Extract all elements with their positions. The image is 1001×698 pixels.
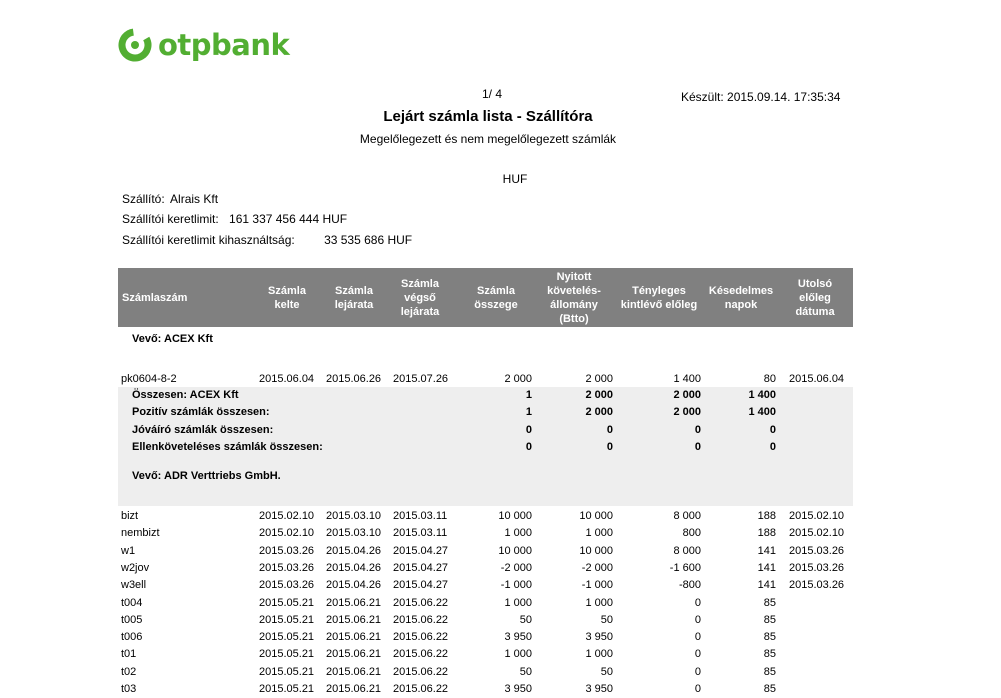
summary-open: 0 — [694, 441, 701, 453]
cell-due-date: 2015.03.10 — [326, 510, 382, 522]
cell-invoice-number: t01 — [121, 648, 137, 660]
cell-open-receivable: 3 950 — [585, 683, 613, 695]
cell-last-advance-date: 2015.06.04 — [789, 373, 845, 385]
supplier-usage-label: Szállítói keretlimit kihasználtság: — [122, 233, 295, 247]
cell-amount: 10 000 — [498, 545, 532, 557]
cell-open-receivable: 1 000 — [585, 527, 613, 539]
summary-count: 0 — [525, 441, 532, 453]
summary-amount: 0 — [606, 441, 613, 453]
cell-invoice-date: 2015.05.21 — [259, 631, 315, 643]
supplier-usage-line — [122, 233, 412, 247]
table-row — [118, 371, 853, 388]
cell-overdue-days: 85 — [763, 648, 776, 660]
cell-open-receivable: 3 950 — [585, 631, 613, 643]
cell-due-date: 2015.06.21 — [326, 614, 382, 626]
cell-amount: 1 000 — [504, 597, 532, 609]
cell-invoice-number: bizt — [121, 510, 139, 522]
cell-open-receivable: -1 000 — [581, 579, 613, 591]
cell-invoice-date: 2015.05.21 — [259, 648, 315, 660]
cell-open-receivable: 10 000 — [579, 545, 613, 557]
cell-final-due-date: 2015.04.27 — [393, 562, 449, 574]
cell-overdue-days: 85 — [763, 666, 776, 678]
summary-row — [118, 422, 853, 439]
cell-amount: 50 — [519, 614, 532, 626]
cell-amount: 2 000 — [504, 373, 532, 385]
summary-amount: 2 000 — [585, 389, 613, 401]
cell-final-due-date: 2015.03.11 — [393, 527, 448, 539]
cell-advance: 0 — [694, 631, 701, 643]
cell-due-date: 2015.06.21 — [326, 666, 382, 678]
table-row — [118, 577, 853, 594]
cell-amount: 10 000 — [498, 510, 532, 522]
table-header — [118, 268, 853, 327]
report-title: Lejárt számla lista - Szállítóra — [383, 108, 593, 125]
cell-final-due-date: 2015.04.27 — [393, 579, 449, 591]
cell-advance: 8 000 — [673, 510, 701, 522]
summary-count: 1 — [525, 389, 532, 401]
cell-invoice-date: 2015.03.26 — [259, 545, 315, 557]
cell-invoice-number: w3ell — [121, 579, 147, 591]
cell-amount: -2 000 — [500, 562, 532, 574]
cell-advance: 1 400 — [673, 373, 701, 385]
cell-last-advance-date: 2015.03.26 — [789, 545, 845, 557]
summary-advance: 1 400 — [748, 406, 776, 418]
cell-advance: 0 — [694, 666, 701, 678]
supplier-line — [122, 192, 218, 206]
cell-final-due-date: 2015.03.11 — [393, 510, 448, 522]
cell-open-receivable: 1 000 — [585, 597, 613, 609]
cell-invoice-date: 2015.02.10 — [259, 527, 315, 539]
table-row — [118, 595, 853, 612]
cell-final-due-date: 2015.06.22 — [393, 631, 449, 643]
buyer-group-header — [118, 466, 853, 506]
cell-invoice-number: t02 — [121, 666, 137, 678]
cell-invoice-date: 2015.05.21 — [259, 614, 315, 626]
cell-due-date: 2015.06.21 — [326, 597, 382, 609]
summary-label: Ellenköveteléses számlák összesen: — [132, 441, 323, 453]
cell-final-due-date: 2015.07.26 — [393, 373, 449, 385]
summary-label: Jóváíró számlák összesen: — [132, 424, 274, 436]
supplier-limit-value: 161 337 456 444 HUF — [229, 212, 348, 226]
col-header-last-advance-date: Utolsó előleg dátuma — [795, 277, 835, 318]
table-row — [118, 629, 853, 646]
cell-overdue-days: 141 — [757, 562, 776, 574]
cell-due-date: 2015.06.21 — [326, 683, 382, 695]
col-header-open-receivable: Nyitott követelés-állomány (Btto) — [547, 270, 601, 325]
table-row — [118, 543, 853, 560]
cell-invoice-date: 2015.02.10 — [259, 510, 315, 522]
col-header-final-due-date: Számla végső lejárata — [400, 277, 440, 318]
cell-last-advance-date: 2015.02.10 — [789, 510, 845, 522]
cell-invoice-number: w2jov — [121, 562, 150, 574]
summary-open: 2 000 — [673, 389, 701, 401]
cell-final-due-date: 2015.06.22 — [393, 683, 449, 695]
supplier-label: Szállító: — [122, 192, 165, 206]
summary-row — [118, 439, 853, 456]
cell-invoice-date: 2015.03.26 — [259, 562, 315, 574]
cell-invoice-number: t03 — [121, 683, 137, 695]
summary-label: Pozitív számlák összesen: — [132, 406, 270, 418]
cell-invoice-number: nembizt — [121, 527, 160, 539]
table-row — [118, 681, 853, 698]
cell-final-due-date: 2015.06.22 — [393, 648, 449, 660]
cell-open-receivable: 10 000 — [579, 510, 613, 522]
page-number: 1/ 4 — [481, 87, 502, 101]
cell-advance: 8 000 — [673, 545, 701, 557]
cell-advance: 0 — [694, 614, 701, 626]
created-timestamp: Készült: 2015.09.14. 17:35:34 — [681, 90, 841, 104]
col-header-invoice-date: Számla kelte — [268, 284, 306, 311]
summary-label: Összesen: ACEX Kft — [132, 389, 239, 401]
summary-open: 0 — [694, 424, 701, 436]
cell-open-receivable: 1 000 — [585, 648, 613, 660]
cell-open-receivable: 50 — [600, 614, 613, 626]
cell-overdue-days: 141 — [757, 579, 776, 591]
cell-last-advance-date: 2015.03.26 — [789, 562, 845, 574]
cell-invoice-date: 2015.03.26 — [259, 579, 315, 591]
otp-logo-icon — [118, 28, 152, 62]
table-row — [118, 525, 853, 542]
summary-row — [118, 387, 853, 404]
brand-name: otpbank — [158, 28, 290, 62]
cell-overdue-days: 85 — [763, 597, 776, 609]
cell-open-receivable: 2 000 — [585, 373, 613, 385]
cell-amount: 1 000 — [504, 648, 532, 660]
buyer-name: Vevő: ADR Verttriebs GmbH. — [132, 470, 281, 482]
summary-amount: 0 — [606, 424, 613, 436]
col-header-invoice-number: Számlaszám — [122, 291, 188, 304]
cell-invoice-date: 2015.05.21 — [259, 683, 315, 695]
summary-advance: 0 — [769, 441, 776, 453]
cell-open-receivable: 50 — [600, 666, 613, 678]
cell-last-advance-date: 2015.02.10 — [789, 527, 845, 539]
currency: HUF — [502, 172, 528, 186]
summary-advance: 0 — [769, 424, 776, 436]
supplier-limit-line — [122, 212, 347, 226]
cell-invoice-date: 2015.05.21 — [259, 666, 315, 678]
cell-advance: 0 — [694, 597, 701, 609]
cell-amount: 1 000 — [504, 527, 532, 539]
cell-due-date: 2015.06.21 — [326, 631, 382, 643]
table-row — [118, 560, 853, 577]
cell-amount: 3 950 — [504, 683, 532, 695]
table-row — [118, 508, 853, 525]
cell-advance: -1 600 — [669, 562, 701, 574]
otpbank-logo — [118, 25, 289, 65]
cell-overdue-days: 85 — [763, 631, 776, 643]
summary-advance: 1 400 — [748, 389, 776, 401]
cell-final-due-date: 2015.06.22 — [393, 614, 449, 626]
summary-block — [118, 387, 853, 466]
buyer-name: Vevő: ACEX Kft — [132, 333, 213, 345]
cell-invoice-date: 2015.06.04 — [259, 373, 315, 385]
cell-amount: 50 — [519, 666, 532, 678]
cell-due-date: 2015.04.26 — [326, 562, 382, 574]
cell-due-date: 2015.03.10 — [326, 527, 382, 539]
cell-invoice-number: t004 — [121, 597, 143, 609]
supplier-usage-value: 33 535 686 HUF — [324, 233, 413, 247]
cell-overdue-days: 85 — [763, 614, 776, 626]
summary-count: 0 — [525, 424, 532, 436]
summary-row — [118, 404, 853, 421]
cell-advance: 0 — [694, 648, 701, 660]
cell-overdue-days: 141 — [757, 545, 776, 557]
cell-overdue-days: 85 — [763, 683, 776, 695]
report-subtitle: Megelőlegezett és nem megelőlegezett számlák — [359, 132, 617, 146]
cell-due-date: 2015.06.21 — [326, 648, 382, 660]
cell-due-date: 2015.04.26 — [326, 579, 382, 591]
cell-overdue-days: 80 — [763, 373, 776, 385]
table-row — [118, 612, 853, 629]
summary-amount: 2 000 — [585, 406, 613, 418]
cell-invoice-number: w1 — [121, 545, 136, 557]
cell-overdue-days: 188 — [757, 527, 776, 539]
cell-overdue-days: 188 — [757, 510, 776, 522]
col-header-due-date: Számla lejárata — [334, 284, 374, 311]
table-row — [118, 664, 853, 681]
cell-due-date: 2015.06.26 — [326, 373, 382, 385]
cell-invoice-date: 2015.05.21 — [259, 597, 315, 609]
cell-due-date: 2015.04.26 — [326, 545, 382, 557]
cell-final-due-date: 2015.06.22 — [393, 597, 449, 609]
table-row — [118, 646, 853, 663]
cell-advance: -800 — [678, 579, 701, 591]
cell-amount: -1 000 — [500, 579, 532, 591]
cell-amount: 3 950 — [504, 631, 532, 643]
summary-open: 2 000 — [673, 406, 701, 418]
cell-final-due-date: 2015.04.27 — [393, 545, 449, 557]
cell-invoice-number: t006 — [121, 631, 143, 643]
col-header-overdue-days: Késedelmes napok — [708, 284, 774, 311]
cell-last-advance-date: 2015.03.26 — [789, 579, 845, 591]
col-header-invoice-amount: Számla összege — [474, 284, 518, 311]
summary-count: 1 — [525, 406, 532, 418]
cell-final-due-date: 2015.06.22 — [393, 666, 449, 678]
col-header-actual-advance: Tényleges kintlévő előleg — [620, 284, 698, 311]
cell-advance: 800 — [682, 527, 701, 539]
supplier-name: Alrais Kft — [170, 192, 219, 206]
cell-advance: 0 — [694, 683, 701, 695]
supplier-limit-label: Szállítói keretlimit: — [122, 212, 219, 226]
cell-open-receivable: -2 000 — [581, 562, 613, 574]
cell-invoice-number: t005 — [121, 614, 143, 626]
cell-invoice-number: pk0604-8-2 — [121, 373, 177, 385]
